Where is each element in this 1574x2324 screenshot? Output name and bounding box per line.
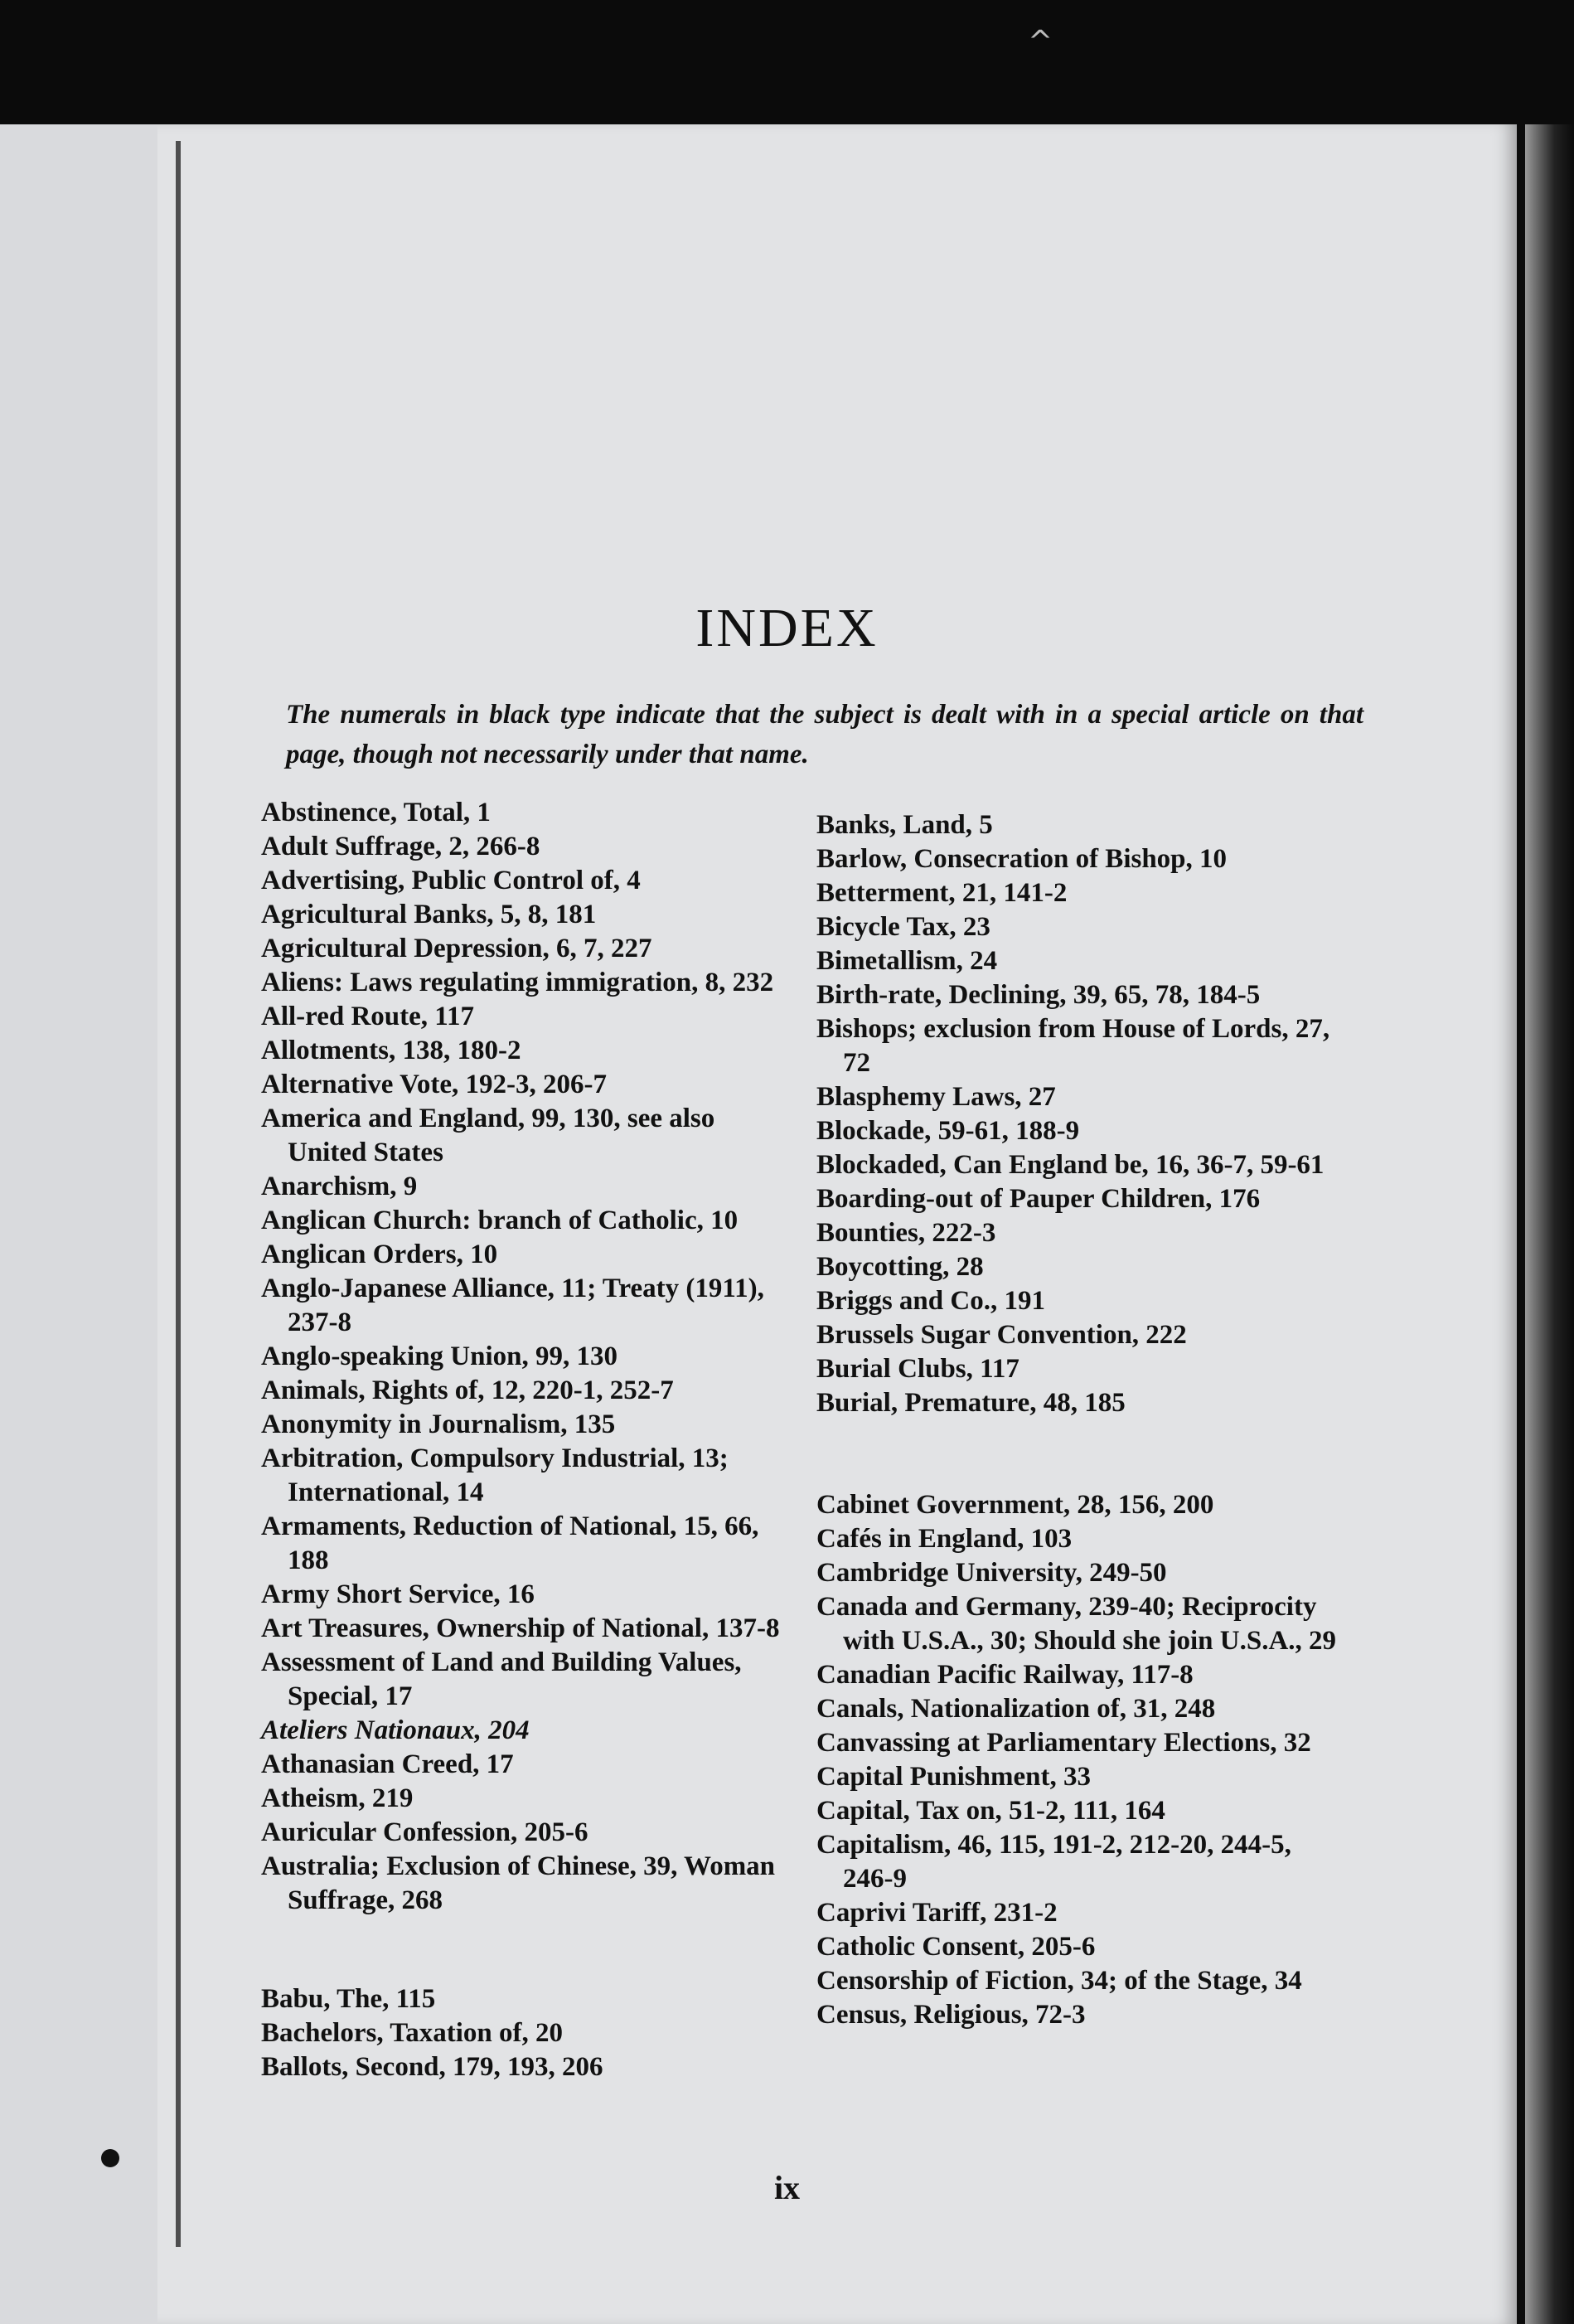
index-entry: Censorship of Fiction, 34; of the Stage, 34 <box>816 1966 1302 1996</box>
index-column-right <box>816 808 1347 2032</box>
index-entry: Ballots, Second, 179, 193, 206 <box>261 2052 603 2082</box>
index-entry: Anarchism, 9 <box>261 1172 418 1201</box>
index-entry: Bishops; exclusion from House of Lords, 27, 72 <box>816 1014 1330 1078</box>
index-entry: Art Treasures, Ownership of National, 137-8 <box>261 1613 780 1643</box>
index-entry: Ateliers Nationaux, 204 <box>261 1715 530 1745</box>
index-entry: Burial, Premature, 48, 185 <box>816 1388 1126 1418</box>
scan-mark-icon: ^ <box>1028 25 1053 59</box>
index-entry: Boarding-out of Pauper Children, 176 <box>816 1184 1261 1214</box>
index-entry: Babu, The, 115 <box>261 1984 436 2014</box>
index-entry: Burial Clubs, 117 <box>816 1354 1019 1384</box>
index-entry: Alternative Vote, 192-3, 206-7 <box>261 1070 608 1099</box>
page-title: INDEX <box>695 598 879 658</box>
index-entry: Allotments, 138, 180-2 <box>261 1036 521 1065</box>
scan-top-border <box>0 0 1574 124</box>
index-intro-note: The numerals in black type indicate that the subject is dealt with in a special article on that page, though not necessarily under that name. <box>286 700 1363 769</box>
index-entry: Adult Suffrage, 2, 266-8 <box>261 832 540 861</box>
index-entry: Banks, Land, 5 <box>816 810 993 840</box>
ink-dot-mark <box>101 2149 119 2167</box>
page-right-edge <box>1525 124 1574 2324</box>
index-entry: Abstinence, Total, 1 <box>261 798 491 827</box>
index-entry: Capital Punishment, 33 <box>816 1762 1091 1792</box>
index-entry: All-red Route, 117 <box>261 1002 474 1031</box>
index-entry: Census, Religious, 72-3 <box>816 2000 1086 2030</box>
index-entry: Bounties, 222-3 <box>816 1218 996 1248</box>
section-gap <box>816 1420 1347 1488</box>
index-entry: Cafés in England, 103 <box>816 1524 1073 1554</box>
index-entry: Athanasian Creed, 17 <box>261 1749 514 1779</box>
index-entry: Anglo-Japanese Alliance, 11; Treaty (1911), 237-8 <box>261 1274 764 1337</box>
index-entry: Australia; Exclusion of Chinese, 39, Woman Suffrage, 268 <box>261 1851 776 1915</box>
index-entry: Caprivi Tariff, 231-2 <box>816 1898 1058 1928</box>
index-entry: Briggs and Co., 191 <box>816 1286 1045 1316</box>
index-column-left <box>261 796 792 2084</box>
index-entry: America and England, 99, 130, see also United States <box>261 1104 715 1167</box>
index-entry: Bicycle Tax, 23 <box>816 912 990 942</box>
index-entry: Boycotting, 28 <box>816 1252 984 1282</box>
index-entry: Capital, Tax on, 51-2, 111, 164 <box>816 1796 1165 1826</box>
index-entry: Anglican Church: branch of Catholic, 10 <box>261 1206 739 1235</box>
index-entry: Barlow, Consecration of Bishop, 10 <box>816 844 1228 874</box>
index-entry: Blockade, 59-61, 188-9 <box>816 1116 1080 1146</box>
index-entry: Bimetallism, 24 <box>816 946 998 976</box>
index-entry: Army Short Service, 16 <box>261 1579 535 1609</box>
index-entry: Agricultural Depression, 6, 7, 227 <box>261 934 652 963</box>
index-entry: Canadian Pacific Railway, 117-8 <box>816 1660 1194 1690</box>
index-entry: Canals, Nationalization of, 31, 248 <box>816 1694 1216 1724</box>
page-fold-line <box>176 141 181 2247</box>
index-entry: Atheism, 219 <box>261 1783 414 1813</box>
index-entry: Bachelors, Taxation of, 20 <box>261 2018 563 2048</box>
index-entry: Catholic Consent, 205-6 <box>816 1932 1096 1962</box>
index-entry: Canvassing at Parliamentary Elections, 32 <box>816 1728 1311 1758</box>
index-entry: Anglican Orders, 10 <box>261 1240 498 1269</box>
facing-page-edge <box>0 124 157 2324</box>
index-entry: Capitalism, 46, 115, 191-2, 212-20, 244-5, 246-9 <box>816 1830 1291 1894</box>
index-entry: Canada and Germany, 239-40; Reciprocity with U.S.A., 30; Should she join U.S.A., 29 <box>816 1592 1337 1656</box>
section-gap <box>261 1918 792 1982</box>
page-number: ix <box>773 2169 801 2206</box>
index-entry: Brussels Sugar Convention, 222 <box>816 1320 1187 1350</box>
index-entry: Cambridge University, 249-50 <box>816 1558 1167 1588</box>
index-entry: Blasphemy Laws, 27 <box>816 1082 1056 1112</box>
index-entry: Betterment, 21, 141-2 <box>816 878 1068 908</box>
index-entry: Anonymity in Journalism, 135 <box>261 1409 616 1439</box>
index-entry: Assessment of Land and Building Values, Special, 17 <box>261 1647 742 1711</box>
index-entry: Cabinet Government, 28, 156, 200 <box>816 1490 1214 1520</box>
index-entry: Arbitration, Compulsory Industrial, 13; International, 14 <box>261 1443 729 1507</box>
index-entry: Auricular Confession, 205-6 <box>261 1817 588 1847</box>
index-entry: Agricultural Banks, 5, 8, 181 <box>261 900 597 929</box>
index-entry: Blockaded, Can England be, 16, 36-7, 59-61 <box>816 1150 1325 1180</box>
index-entry: Anglo-speaking Union, 99, 130 <box>261 1342 618 1371</box>
index-entry: Animals, Rights of, 12, 220-1, 252-7 <box>261 1375 674 1405</box>
index-entry: Armaments, Reduction of National, 15, 66, 188 <box>261 1511 759 1575</box>
index-entry: Aliens: Laws regulating immigration, 8, 232 <box>261 968 774 997</box>
index-entry: Advertising, Public Control of, 4 <box>261 866 641 895</box>
index-entry: Birth-rate, Declining, 39, 65, 78, 184-5 <box>816 980 1261 1010</box>
